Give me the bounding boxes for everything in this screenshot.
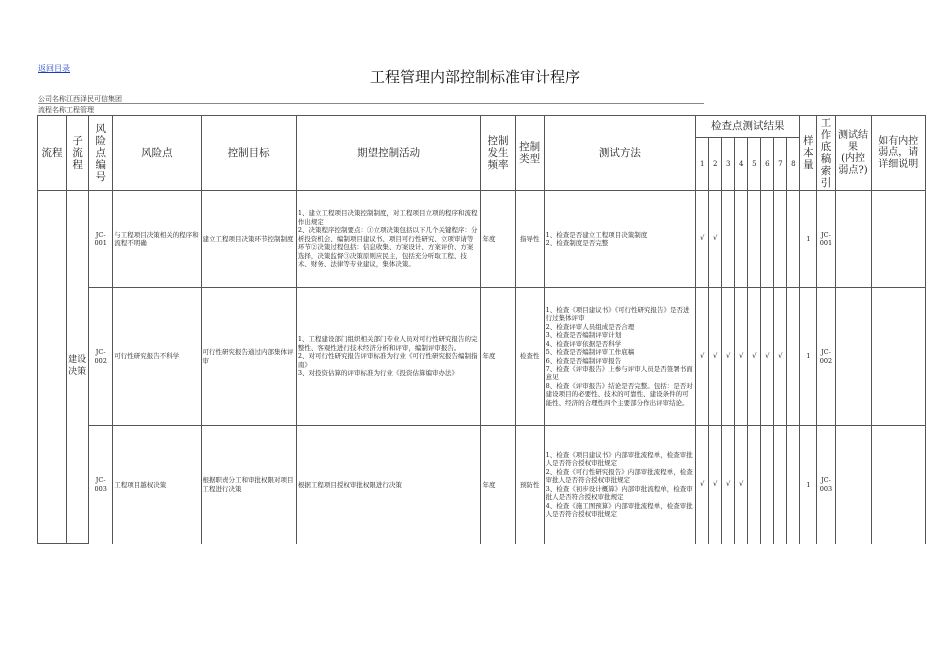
expected-activity: 1、建立工程项目决策控制制度，对工程项目立项的程序和流程作出规定 2、决策程序控制要点：①立项决策包括以下几个关键程序：分析投资机会、编制项目建议书、项目可行性研究、立项审请等环节②决策过程包括：信息收集、方案设计、方案评价、方案选择，决策监督③决策原则应民主，包括充分听取工程、技术、财务、法律等专业建议，集体决策。 [296,191,481,288]
control-objective: 建立工程项目决策环节控制制度 [201,191,296,288]
check-mark: √ [709,191,722,288]
workpaper-index: JC- 001 [817,191,835,288]
risk-point: 工程项目越权决策 [113,426,201,544]
check-number-5: 5 [748,138,761,191]
header-check-results: 检查点测试结果 [696,116,800,138]
header-risk-code: 风 险 点 编 号 [89,116,113,191]
check-mark [735,191,748,288]
control-objective: 根据职责分工和审批权限对项目工程进行决策 [201,426,296,544]
table-row [38,426,926,544]
risk-point: 可行性研究报告不科学 [113,288,201,426]
table-row [38,191,926,288]
header-subprocess: 子 流 程 [67,116,89,191]
risk-code: JC- 001 [89,191,113,288]
header-weakness-note: 如有内控 弱点，请 详细说明 [871,116,925,191]
check-mark: √ [709,426,722,544]
header-sample-size: 样 本 量 [800,116,817,191]
header-expected-activity: 期望控制活动 [296,116,481,191]
check-mark: √ [696,426,709,544]
sample-size: 1 [800,426,817,544]
check-mark [774,191,787,288]
control-type: 指导性 [515,191,544,288]
check-mark [787,426,800,544]
weakness-note [871,288,925,426]
check-mark [761,191,774,288]
frequency: 年度 [481,191,515,288]
check-mark: √ [722,426,735,544]
check-mark [722,191,735,288]
header-control-objective: 控制目标 [201,116,296,191]
test-conclusion [835,288,871,426]
process-name: 工程管理 [66,106,94,114]
frequency: 年度 [481,426,515,544]
audit-program-table [37,115,926,544]
header-risk-point: 风险点 [113,116,201,191]
process-cell [38,191,67,544]
process-name-line [38,105,94,115]
control-type: 预防性 [515,426,544,544]
check-mark: √ [774,288,787,426]
divider [38,103,704,104]
workpaper-index: JC- 002 [817,288,835,426]
table-row [38,288,926,426]
test-method: 1、检查《项目建议书》内部审批流程单，检查审批人是否符合授权审批规定 2、检查《可行性研究报告》内部审批流程单，检查审批人是否符合授权审批规定 3、检查《初步设计概算》内部审批流程单，检查审批人是否符合授权审批规定 4、检查《施工图预算》内部审批流程单，检查审批人是否符合授权审批规定 [544,426,696,544]
header-test-method: 测试方法 [544,116,696,191]
expected-activity: 1、工程建设部门组织相关部门专业人员对可行性研究报告的完整性、客观性进行技术经济分析和评审，编制评审报告。 2、对可行性研究报告评审标准为行业《可行性研究报告编制指南》 3、对投资估算的评审标准为行业《投资估算编审办法》 [296,288,481,426]
frequency: 年度 [481,288,515,426]
subprocess-cell: 建设决策 [67,191,89,544]
weakness-note [871,426,925,544]
sample-size: 1 [800,191,817,288]
sample-size: 1 [800,288,817,426]
header-test-conclusion: 测试结 果 (内控 弱点?) [835,116,871,191]
workpaper-index: JC- 003 [817,426,835,544]
check-number-1: 1 [696,138,709,191]
check-mark [748,191,761,288]
risk-code: JC- 003 [89,426,113,544]
check-mark: √ [761,288,774,426]
check-mark: √ [748,288,761,426]
test-conclusion [835,426,871,544]
check-number-8: 8 [787,138,800,191]
check-number-4: 4 [735,138,748,191]
test-method: 1、检查《项目建议书》《可行性研究报告》是否进行过集体评审 2、检查评审人员组成是否合理 3、检查是否编制评审计划 4、检查评审依据是否科学 5、检查是否编制评审工作底稿 6、检查是否编制评审报告 7、检查《评审报告》上参与评审人员是否签署书面意见 8、检查《评审报告》结论是否完整。包括：是否对建设项目的必要性、技术的可靠性、建设条件的可能性、经济的合理性四个主要部分作出评审结论。 [544,288,696,426]
test-method: 1、检查是否建立工程项目决策制度 2、检查制度是否完整 [544,191,696,288]
company-label: 公司名称 [38,95,66,103]
header-workpaper-index: 工 作 底 稿 索 引 [817,116,835,191]
check-number-6: 6 [761,138,774,191]
check-mark [787,191,800,288]
risk-point: 与工程项目决策相关的程序和流程不明确 [113,191,201,288]
expected-activity: 根据工程项目授权审批权限进行决策 [296,426,481,544]
check-mark: √ [696,191,709,288]
back-to-index-link[interactable]: 返回目录 [38,64,70,73]
check-mark: √ [735,288,748,426]
check-mark: √ [735,426,748,544]
process-label: 流程名称 [38,106,66,114]
control-type: 检查性 [515,288,544,426]
check-mark [774,426,787,544]
check-mark [787,288,800,426]
check-mark: √ [696,288,709,426]
header-frequency: 控制 发生 频率 [481,116,515,191]
header-process: 流程 [38,116,67,191]
check-mark: √ [709,288,722,426]
check-mark [761,426,774,544]
weakness-note [871,191,925,288]
header-control-type: 控制 类型 [515,116,544,191]
page-title: 工程管理内部控制标准审计程序 [369,68,580,86]
check-number-3: 3 [722,138,735,191]
check-number-2: 2 [709,138,722,191]
control-objective: 可行性研究报告通过内部集体评审 [201,288,296,426]
test-conclusion [835,191,871,288]
company-name: 江西泽民可信集团 [66,95,122,103]
check-mark: √ [722,288,735,426]
risk-code: JC- 002 [89,288,113,426]
check-mark [748,426,761,544]
check-number-7: 7 [774,138,787,191]
